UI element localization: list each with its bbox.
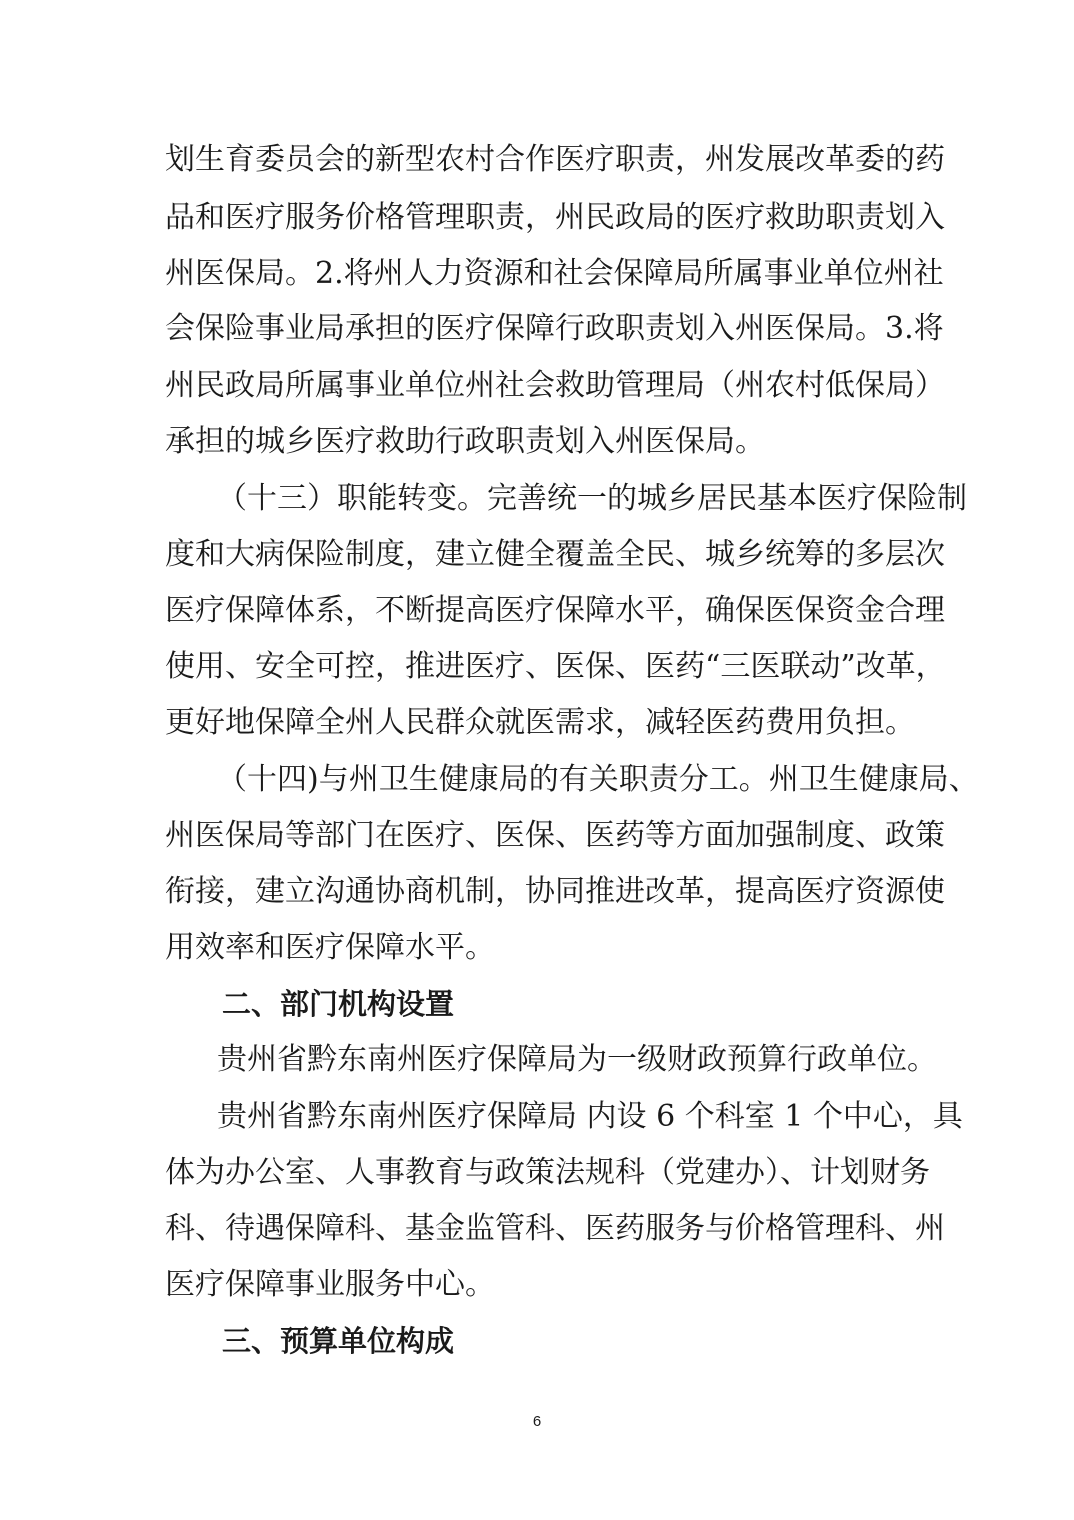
paragraph-line: （十三）职能转变。完善统一的城乡居民基本医疗保险制	[217, 481, 967, 516]
section-heading: 二、部门机构设置	[222, 987, 455, 1021]
paragraph-line: 州民政局所属事业单位州社会救助管理局（州农村低保局）	[165, 368, 945, 403]
paragraph-line: （十四)与州卫生健康局的有关职责分工。州卫生健康局、	[217, 762, 979, 797]
paragraph-line: 品和医疗服务价格管理职责，州民政局的医疗救助职责划入	[165, 200, 945, 235]
paragraph-line: 贵州省黔东南州医疗保障局为一级财政预算行政单位。	[217, 1042, 937, 1077]
page-number: 6	[532, 1413, 542, 1430]
paragraph-line: 医疗保障事业服务中心。	[165, 1267, 495, 1302]
paragraph-line: 承担的城乡医疗救助行政职责划入州医保局。	[165, 424, 765, 459]
paragraph-line: 用效率和医疗保障水平。	[165, 930, 495, 965]
paragraph-line: 更好地保障全州人民群众就医需求，减轻医药费用负担。	[165, 705, 915, 740]
paragraph-line: 划生育委员会的新型农村合作医疗职责，州发展改革委的药	[165, 142, 945, 177]
paragraph-line: 度和大病保险制度，建立健全覆盖全民、城乡统筹的多层次	[165, 537, 945, 572]
paragraph-line: 州医保局。2.将州人力资源和社会保障局所属事业单位州社	[165, 256, 944, 291]
paragraph-line: 贵州省黔东南州医疗保障局 内设 6 个科室 1 个中心，具	[217, 1099, 963, 1134]
section-heading: 三、预算单位构成	[222, 1324, 455, 1358]
paragraph-line: 使用、安全可控，推进医疗、医保、医药“三医联动”改革，	[165, 649, 946, 684]
paragraph-line: 衔接，建立沟通协商机制，协同推进改革，提高医疗资源使	[165, 874, 945, 909]
paragraph-line: 会保险事业局承担的医疗保障行政职责划入州医保局。3.将	[165, 311, 944, 346]
paragraph-line: 科、待遇保障科、基金监管科、医药服务与价格管理科、州	[165, 1211, 945, 1246]
paragraph-line: 医疗保障体系，不断提高医疗保障水平，确保医保资金合理	[165, 593, 945, 628]
paragraph-line: 州医保局等部门在医疗、医保、医药等方面加强制度、政策	[165, 818, 945, 853]
paragraph-line: 体为办公室、人事教育与政策法规科（党建办）、计划财务	[165, 1155, 930, 1190]
